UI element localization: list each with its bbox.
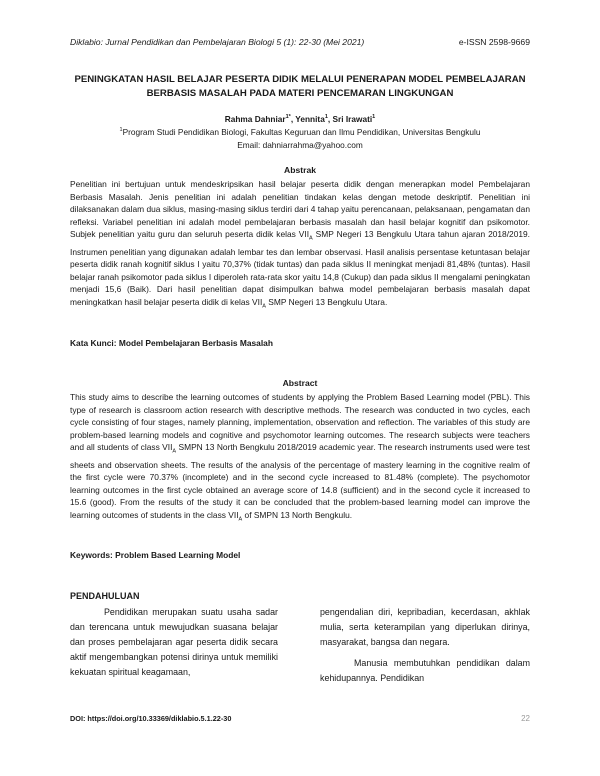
abstract-body: [70, 391, 530, 526]
page-number: 22: [521, 714, 530, 723]
intro-right-column: [320, 605, 530, 686]
abstrak-part-2: SMP Negeri 13 Bengkulu Utara tahun ajaran 2018/2019. Instrumen penelitian yang digunakan adalah lembar tes dan lembar observasi. Hasil analisis persentase ketuntasan belajar peserta didik ranah kognitif siklus I yaitu 70,37% (tidak tuntas) dan pada siklus II meningkat menjadi 81,48% (tuntas). Hasil belajar ranah psikomotor pada siklus I diperoleh rata-rata skor yaitu 14,8 (Cukup) dan pada siklus II mengalami peningkatan menjadi 15,6 (Baik). Dari hasil penelitian dapat disimpulkan bahwa model pembelajaran berbasis masalah dapat meningkatkan hasil belajar peserta didik di kelas VII: [70, 229, 530, 308]
author-1: Rahma Dahniar: [224, 114, 286, 124]
keywords: Keywords: Problem Based Learning Model: [70, 550, 241, 560]
abstract-heading: Abstract: [282, 378, 318, 388]
author-2-sup: 1: [324, 114, 328, 121]
title-line-1: PENINGKATAN HASIL BELAJAR PESERTA DIDIK MELALUI PENERAPAN MODEL PEMBELAJARAN: [74, 74, 526, 85]
abstract-part-2: SMPN 13 North Bengkulu 2018/2019 academic year. The research instruments used were test sheets and observation sheets. The results of the analysis of the percentage of mastery learning in the cognitive realm of the first cycle were 70.37% (incomplete) and in the second cycle increased to 81.48% (complete). The psychomotor learning outcomes in the first cycle obtained an average score of 14.8 (sufficient) and in the second cycle it increased to 15.6 (good). From the results of the study it can be concluded that the problem-based learning model can improve the learning outcomes of students in the class VII: [70, 442, 531, 521]
author-3-sup: 1: [372, 114, 376, 121]
intro-right-paragraph-1: pengendalian diri, kepribadian, kecerdasan, akhlak mulia, serta keterampilan yang diperlukan dirinya, masyarakat, bangsa dan negara.: [320, 607, 530, 648]
abstract-sub-2: A: [238, 516, 243, 523]
paper-title: [70, 73, 530, 101]
intro-left-paragraph: Pendidikan merupakan suatu usaha sadar dan terencana untuk mewujudkan suasana belajar dan proses pembelajaran agar peserta didik secara aktif mengembangkan potensi dirinya untuk memiliki kekuatan spiritual keagamaan,: [70, 607, 278, 678]
abstrak-part-1: Penelitian ini bertujuan untuk mendeskripsikan hasil belajar peserta didik dengan menerapkan model Pembelajaran Berbasis Masalah. Jenis penelitian ini adalah penelitian tindakan kelas dengan metode deskriptif. Penelitian ini dilaksanakan dalam dua siklus, masing-masing siklus terdiri dari 4 tahap yaitu perencanaan, pelaksanaan, pengamatan dan refleksi. Variabel penelitian ini adalah model pembelajaran berbasis masalah dan hasil belajar kognitif dan psikomotor. Subjek penelitian yaitu guru dan seluruh peserta didik kelas VII: [70, 179, 530, 240]
author-3: Sri Irawati: [332, 114, 373, 124]
author-2: Yennita: [295, 114, 325, 124]
abstract-part-3: of SMPN 13 North Bengkulu.: [242, 510, 353, 521]
affiliation: [70, 127, 530, 137]
abstract-sub-1: A: [172, 449, 177, 456]
abstract-part-1: This study aims to describe the learning outcomes of students by applying the Problem Based Learning model (PBL). This type of research is classroom action research with descriptive methods. The research was conducted in two cycles, each cycle consisting of four stages, namely planning, implementation, observation and reflection. The variables of this study are problem-based learning models and cognitive and psychomotor learning outcomes. The research subjects were teachers and all students of class VII: [70, 392, 530, 453]
author-list: Rahma Dahniar$^{1*}$, Yennita$^1$, Sri Irawati$^1$: [224, 114, 376, 124]
abstrak-sub-2: A: [262, 303, 266, 310]
doi-link[interactable]: DOI: https://doi.org/10.33369/diklabio.5.1.22-30: [70, 714, 232, 723]
affiliation-text: Program Studi Pendidikan Biologi, Fakultas Keguruan dan Ilmu Pendidikan, Universitas Bengkulu: [122, 127, 481, 137]
abstrak-body: [70, 178, 530, 313]
kata-kunci: Kata Kunci: Model Pembelajaran Berbasis Masalah: [70, 338, 273, 348]
journal-header: Diklabio: Jurnal Pendidikan dan Pembelajaran Biologi 5 (1): 22-30 (Mei 2021): [70, 37, 365, 47]
issn-label: e-ISSN 2598-9669: [458, 37, 530, 47]
pendahuluan-heading: PENDAHULUAN: [70, 591, 140, 601]
intro-left-column: [70, 605, 278, 680]
abstrak-sub-1: A: [309, 236, 313, 243]
abstrak-part-3: SMP Negeri 13 Bengkulu Utara.: [265, 297, 388, 308]
contact-email: Email: dahniarrahma@yahoo.com: [237, 140, 363, 150]
intro-right-paragraph-2: Manusia membutuhkan pendidikan dalam kehidupannya. Pendidikan: [320, 658, 530, 684]
affiliation-sup: 1: [119, 127, 123, 134]
title-line-2: BERBASIS MASALAH PADA MATERI PENCEMARAN LINGKUNGAN: [146, 88, 454, 99]
abstrak-heading: Abstrak: [284, 165, 316, 175]
author-1-sup: 1*: [285, 114, 291, 121]
